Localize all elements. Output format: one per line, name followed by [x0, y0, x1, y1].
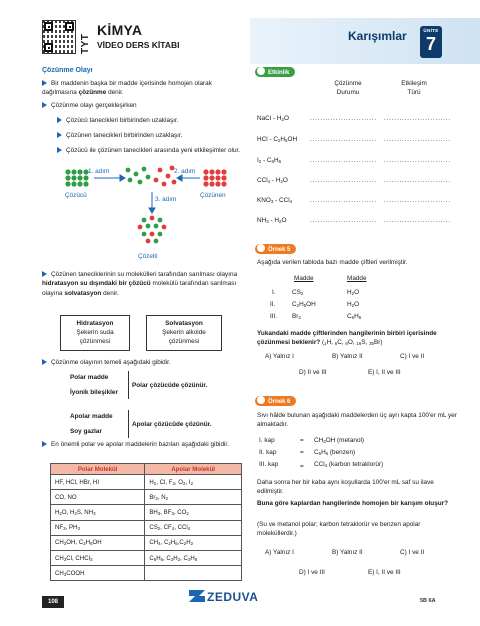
activity-row-1: NaCl - $H_2O$ — [257, 115, 289, 122]
activity-col2-header: Etkileşim Türü — [401, 80, 427, 96]
solute-particles-icon — [203, 169, 226, 186]
ex5-row-num: II. — [270, 301, 276, 308]
unit-label: ÜNİTE — [423, 28, 439, 33]
table-row: $CH_3COOH$ — [51, 566, 242, 581]
ex5-col-header: Madde — [294, 275, 314, 282]
bullet-arrow-icon — [42, 102, 47, 108]
intro-paragraph: Bir maddenin başka bir madde içerisinde homojen olarak dağılmasına çözünme denir. — [42, 80, 212, 97]
table-row: $H_2O$, $H_2S$, $NH_3$ $BH_3$, $BF_3$, $CO_2$ — [51, 505, 242, 520]
table-header-polar: Polar Molekül — [51, 464, 145, 475]
table-intro: En önemli polar ve apolar maddelerin bazıları aşağıdaki gibidir. — [42, 440, 242, 449]
solvation-box: Solvatasyon Şekerin alkolde çözünmesi — [146, 315, 222, 351]
hydration-title: Hidratasyon — [76, 320, 114, 327]
ex6-item-eq: = — [300, 463, 304, 470]
rule2-noble-gas: Soy gazlar — [70, 428, 102, 435]
step-2: Çözünen tanecikleri birbirinden uzaklaşır. — [57, 131, 183, 140]
answer-blank[interactable]: .......................... — [310, 197, 377, 204]
rule-intro: Çözünme olayının temeli aşağıdaki gibidir. — [42, 358, 171, 367]
ex5-row-a: $Br_2$ — [292, 313, 301, 320]
brand-subtitle: VİDEO DERS KİTABI — [97, 40, 180, 50]
bullet-arrow-icon — [57, 147, 62, 153]
step-1: Çözücü tanecikleri birbirinden uzaklaşır. — [57, 116, 179, 125]
ex6-option[interactable]: C) I ve II — [400, 549, 425, 556]
ex6-item-eq: = — [300, 449, 304, 456]
molecule-table — [50, 463, 242, 581]
solute-label: Çözünen — [200, 192, 226, 199]
activity-row-4: $CCl_4 - H_2O$ — [257, 177, 288, 184]
dissolution-diagram — [60, 164, 240, 262]
step3-label: 3. adım — [155, 196, 177, 203]
gear-icon — [257, 67, 265, 75]
ex6-option[interactable]: A) Yalnız I — [265, 549, 294, 556]
ex6-option[interactable]: B) Yalnız II — [332, 549, 363, 556]
answer-blank[interactable]: .......................... — [384, 177, 451, 184]
step-3: Çözücü ile çözünen tanecikleri arasında yeni etkileşimler olur. — [57, 146, 242, 155]
solvent-spread-icon — [126, 167, 151, 185]
step2-label: 2. adım — [174, 168, 196, 175]
solute-spread-icon — [154, 166, 177, 187]
answer-blank[interactable]: .......................... — [310, 177, 377, 184]
rule1-ionic: İyonik bileşikler — [70, 389, 118, 396]
activity-row-6: $NH_3 - H_2O$ — [257, 217, 287, 224]
hydration-box: Hidratasyon Şekerin suda çözünmesi — [60, 315, 130, 351]
ex5-row-num: I. — [272, 289, 276, 296]
ex6-item-label: II. kap — [259, 449, 277, 456]
arrow-icon — [94, 175, 200, 213]
rule2-result: Apolar çözücüde çözünür. — [132, 421, 212, 428]
bullet-arrow-icon — [42, 271, 47, 277]
table-row: $CH_3Cl$, CHCl$_3$ $C_6H_6$, $C_2H_2$, $C_3H_8$ — [51, 550, 242, 565]
solution-label: Çözelti — [138, 253, 158, 260]
ex5-intro: Aşağıda verilen tabloda bazı madde çiftleri verilmiştir. — [257, 259, 408, 266]
solution-particles-icon — [138, 216, 167, 244]
qr-code — [42, 20, 76, 54]
ex5-option[interactable]: A) Yalnız I — [265, 353, 294, 360]
ex6-item-label: III. kap — [259, 461, 279, 468]
brand-title: KİMYA — [97, 22, 143, 38]
section-title: Çözünme Olayı — [42, 67, 93, 74]
ex5-row-a: $CS_2$ — [292, 289, 304, 296]
solvent-label: Çözücü — [65, 192, 87, 199]
ex5-row-num: III. — [270, 313, 278, 320]
table-row: $NF_3$, $PH_3$ $CS_2$, $CF_4$, CCl$_4$ — [51, 520, 242, 535]
ex6-text: Daha sonra her bir kaba aynı koşullarda 100'er mL saf su ilave edilmiştir. — [257, 479, 434, 496]
answer-blank[interactable]: .......................... — [310, 115, 377, 122]
ex6-item-value: $C_6H_6$ (benzen) — [314, 449, 356, 456]
bullet-arrow-icon — [57, 132, 62, 138]
brand-logo: ZEDUVA — [207, 590, 259, 604]
activity-col1-header: Çözünme Durumu — [334, 80, 362, 96]
answer-blank[interactable]: .......................... — [384, 217, 451, 224]
check-icon — [257, 244, 265, 252]
ex6-item-value: CCl$_4$ (karbon tetraklorür) — [314, 461, 384, 468]
answer-blank[interactable]: .......................... — [384, 136, 451, 143]
ex6-note: (Su ve metanol polar; karbon tetraklorür ve benzen apolar moleküllerdir.) — [257, 521, 421, 538]
series-label: TYT — [80, 22, 92, 54]
ex5-option[interactable]: C) I ve II — [400, 353, 425, 360]
ex5-question: Yukandaki madde çiftlerinden hangilerinin birbiri içerisinde çözünmesi beklenir? ($_1H$, $_6$C, $_8$O, $_{16}$S, $_{35}$Br) — [257, 330, 437, 347]
bullet-arrow-icon — [42, 359, 47, 365]
ex5-row-a: $C_2H_5OH$ — [292, 301, 316, 308]
ex6-option[interactable]: E) I, II ve III — [368, 569, 401, 576]
ex5-option[interactable]: D) II ve III — [299, 369, 327, 376]
solvation-title: Solvatasyon — [165, 320, 203, 327]
answer-blank[interactable]: .......................... — [310, 136, 377, 143]
rule1-polar: Polar madde — [70, 374, 109, 381]
table-header-apolar: Apolar Molekül — [145, 464, 242, 475]
answer-blank[interactable]: .......................... — [310, 157, 377, 164]
unit-number: 7 — [425, 34, 436, 54]
activity-row-2: HCl - $C_2H_5OH$ — [257, 136, 298, 143]
ex6-item-value: $CH_3OH$ (metanol) — [314, 437, 365, 444]
answer-blank[interactable]: .......................... — [384, 157, 451, 164]
zeduva-logo-icon — [188, 588, 206, 604]
ex5-row-b: $C_6H_6$ — [347, 313, 362, 320]
answer-blank[interactable]: .......................... — [384, 115, 451, 122]
solvation-paragraph: Çözünen taneciklerinin su molekülleri tarafından sarılması olayına hidratasyon su dışındaki bir çözücü molekülü tarafından sarılması olayına solvatasyon denir. — [42, 271, 238, 297]
ex6-option[interactable]: D) I ve III — [299, 569, 325, 576]
table-row: HF, HCl, HBr, HI $H_2$, Cl, $F_2$, $O_2$, $I_2$ — [51, 475, 242, 490]
page-number: 108 — [42, 596, 64, 608]
bullet-arrow-icon — [42, 441, 47, 447]
ex6-item-label: I. kap — [259, 437, 275, 444]
chapter-title: Karışımlar — [348, 29, 407, 43]
bullet-arrow-icon — [42, 80, 47, 86]
answer-blank[interactable]: .......................... — [310, 217, 377, 224]
rule2-apolar: Apolar madde — [70, 413, 113, 420]
bullet-arrow-icon — [57, 117, 62, 123]
activity-tag: Etkinlik — [255, 67, 295, 77]
activity-row-5: $KNO_3 - CCl_4$ — [257, 197, 293, 204]
rule1-result: Polar çözücüde çözünür. — [132, 382, 208, 389]
solvent-particles-icon — [65, 169, 88, 186]
answer-blank[interactable]: .......................... — [384, 197, 451, 204]
rule2-bracket — [128, 410, 129, 438]
ex6-item-eq: = — [300, 437, 304, 444]
check-icon — [257, 396, 265, 404]
answer-key: 5B 6A — [420, 598, 436, 604]
ex6-intro: Sıvı hâlde bulunan aşağıdaki maddelerden üç ayrı kapta 100'er mL yer almaktadır. — [257, 412, 457, 429]
rule1-bracket — [128, 371, 129, 399]
table-row: $CH_3OH$, $C_2H_5OH$ $CH_4$, $C_2H_6,C_2H_2$ — [51, 535, 242, 550]
ex6-question: Buna göre kaplardan hangilerinde homojen bir karışım oluşur? — [257, 500, 449, 507]
example-6-tag: Örnek 6 — [255, 396, 296, 406]
ex5-col-header: Madde — [347, 275, 367, 282]
ex5-row-b: $H_2O$ — [347, 289, 360, 296]
table-row: CO, NO $Br_2$, $N_2$ — [51, 490, 242, 505]
ex5-row-b: $H_2O$ — [347, 301, 360, 308]
steps-intro: Çözünme olayı gerçekleşirken — [42, 101, 137, 110]
ex5-option[interactable]: E) I, II ve III — [368, 369, 401, 376]
example-5-tag: Örnek 5 — [255, 244, 296, 254]
step1-label: 1. adım — [88, 168, 110, 175]
ex5-option[interactable]: B) Yalnız II — [332, 353, 363, 360]
activity-row-3: $I_2 - C_6H_6$ — [257, 157, 282, 164]
unit-badge — [420, 26, 442, 58]
